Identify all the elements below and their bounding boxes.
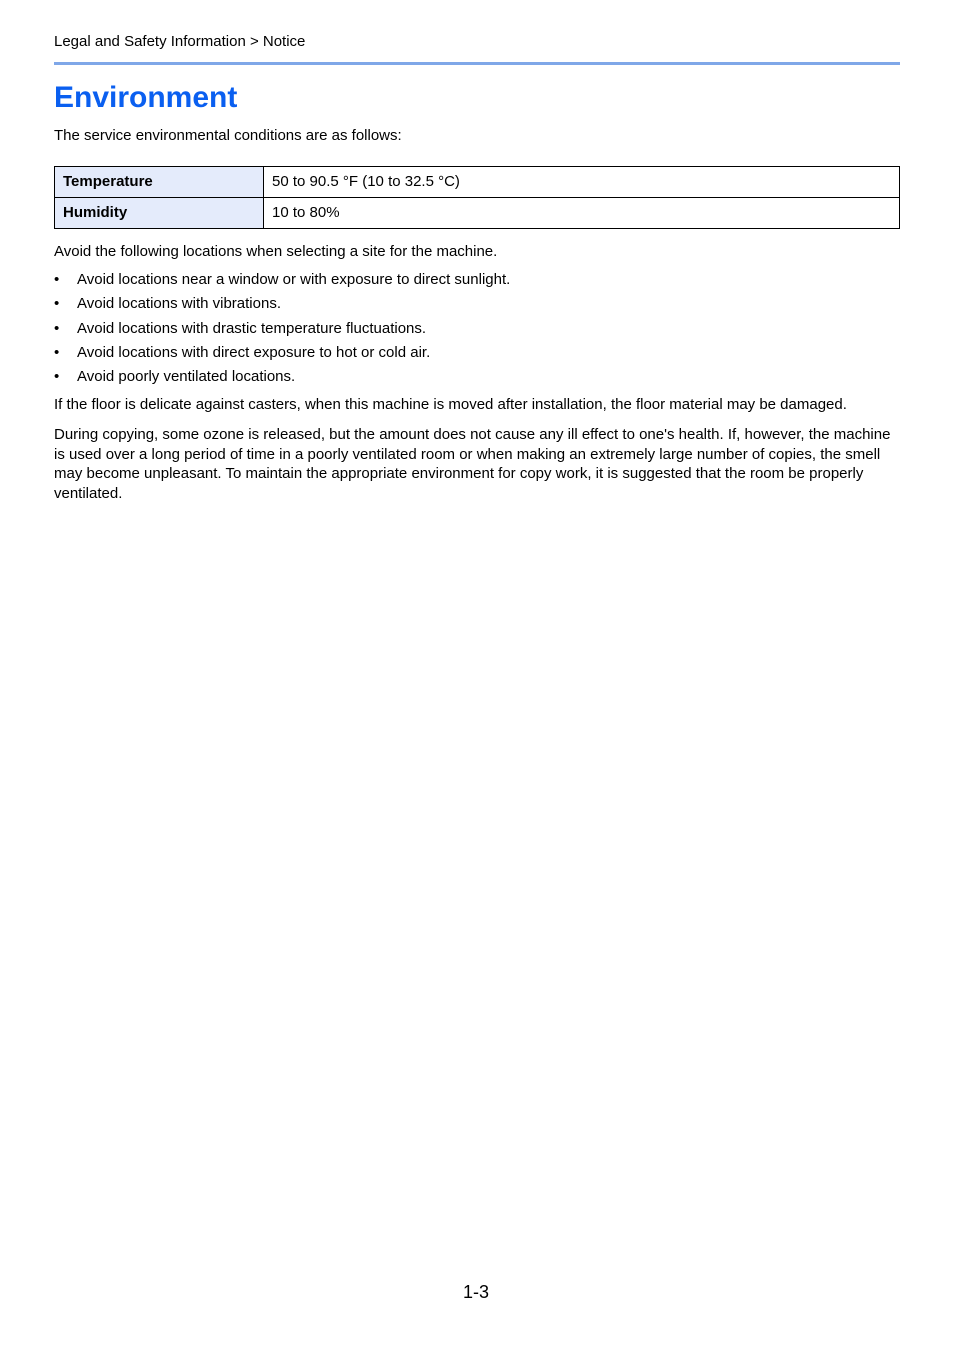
avoid-list	[54, 271, 510, 392]
bullet-icon: •	[54, 343, 60, 361]
table-row	[55, 167, 900, 198]
bullet-icon: •	[54, 295, 60, 313]
conditions-table	[54, 166, 900, 229]
table-cell-label: Humidity	[55, 198, 264, 229]
bullet-icon: •	[54, 368, 60, 386]
bullet-icon: •	[54, 271, 60, 288]
list-item-text: Avoid locations with vibrations.	[77, 295, 281, 313]
list-item-text: Avoid poorly ventilated locations.	[77, 368, 296, 386]
list-item	[54, 320, 510, 344]
intro-text: The service environmental conditions are as follows:	[54, 127, 402, 144]
table-cell-label: Temperature	[55, 167, 264, 198]
list-item	[54, 295, 510, 319]
list-item-text: Avoid locations near a window or with exposure to direct sunlight.	[77, 271, 511, 288]
header-divider	[54, 62, 900, 65]
page-number: 1-3	[463, 1282, 490, 1302]
list-item	[54, 368, 510, 392]
list-item-text: Avoid locations with direct exposure to hot or cold air.	[77, 343, 431, 361]
page-title: Environment	[54, 81, 238, 114]
table-cell-value: 10 to 80%	[264, 198, 900, 229]
list-item	[54, 271, 510, 295]
floor-paragraph: If the floor is delicate against casters, when this machine is moved after installation, the floor material may be damaged.	[54, 396, 847, 413]
ozone-paragraph: During copying, some ozone is released, but the amount does not cause any ill effect to one's health. If, however, the machine is used over a long period of time in a poorly ventilated room or when making an extremely large number of copies, the smell may become unpleasant. To maintain the appropriate environment for copy work, it is suggested that the room be properly ventilated.	[54, 426, 891, 502]
bullet-icon: •	[54, 319, 60, 337]
table-row	[55, 198, 900, 229]
list-item	[54, 344, 510, 368]
table-cell-value: 50 to 90.5 °F (10 to 32.5 °C)	[264, 167, 900, 198]
avoid-intro-text: Avoid the following locations when selecting a site for the machine.	[54, 243, 498, 260]
list-item-text: Avoid locations with drastic temperature fluctuations.	[77, 319, 427, 337]
breadcrumb: Legal and Safety Information > Notice	[54, 33, 306, 50]
